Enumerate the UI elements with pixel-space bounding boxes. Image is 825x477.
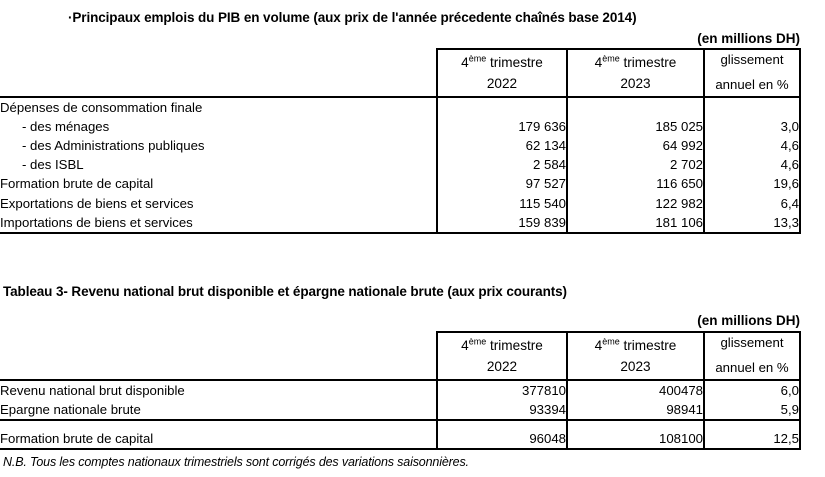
table1-header-glissement: [704, 49, 800, 97]
row-value-2022: 115 540: [437, 194, 567, 213]
row-value-2023: 181 106: [567, 213, 704, 233]
q4-2023-num: 4: [594, 54, 603, 70]
q4-2022-num: 4: [461, 54, 469, 70]
row-label: Importations de biens et services: [0, 213, 437, 233]
row-value-2023: 400478: [567, 380, 704, 400]
row-value-glissement: [704, 97, 800, 117]
row-value-2023: 185 025: [567, 117, 704, 136]
table2-header-q4-2022: [437, 332, 567, 380]
gap-label: [0, 420, 437, 429]
row-label: Epargne nationale brute: [0, 400, 437, 420]
table2-header-row: [0, 332, 800, 380]
q4-2022-year: 2022: [486, 358, 518, 374]
row-value-2022: 159 839: [437, 213, 567, 233]
row-value-2023: 108100: [567, 429, 704, 449]
gap-2023: [567, 420, 704, 429]
table1-unit-label: (en millions DH): [697, 31, 800, 46]
row-value-2023: [567, 97, 704, 117]
table2-title: Tableau 3- Revenu national brut disponible et épargne nationale brute (aux prix courants): [3, 284, 567, 299]
table2-header-glissement: [704, 332, 800, 380]
gap-glissement: [704, 420, 800, 429]
row-value-glissement: 5,9: [704, 400, 800, 420]
q4-2023-rest: trimestre: [619, 337, 677, 353]
table2-row: [0, 400, 800, 420]
row-value-2022: 2 584: [437, 155, 567, 174]
row-value-glissement: 6,0: [704, 380, 800, 400]
q4-2022-num: 4: [461, 337, 469, 353]
row-value-2023: 98941: [567, 400, 704, 420]
q4-2022-rest: trimestre: [486, 337, 543, 353]
row-value-glissement: 12,5: [704, 429, 800, 449]
table1-header-row: [0, 49, 800, 97]
table1-header-q4-2023: [567, 49, 704, 97]
glissement-line2: annuel en %: [715, 77, 789, 93]
row-value-2022: 62 134: [437, 136, 567, 155]
q4-2023-sup: ème: [602, 53, 620, 64]
q4-2023-rest: trimestre: [619, 54, 677, 70]
table1-row: [0, 97, 800, 117]
q4-2023-num: 4: [594, 337, 603, 353]
table2-row: [0, 380, 800, 400]
table1-row: [0, 194, 800, 213]
q4-2022-sup: ème: [468, 53, 487, 64]
row-label: Exportations de biens et services: [0, 195, 194, 211]
row-value-2023: 122 982: [567, 194, 704, 213]
q4-2022-rest: trimestre: [486, 54, 543, 70]
table2-wrapper: [0, 331, 800, 450]
table2-header-label: [0, 332, 437, 380]
row-value-2022: 96048: [437, 429, 567, 449]
q4-2023-year: 2023: [620, 358, 651, 374]
row-value-2023: 64 992: [567, 136, 704, 155]
q4-2023-sup: ème: [602, 336, 620, 347]
row-value-2022: 377810: [437, 380, 567, 400]
row-value-2022: 93394: [437, 400, 567, 420]
row-value-glissement: 6,4: [704, 194, 800, 213]
q4-2022-year: 2022: [486, 75, 518, 91]
row-value-glissement: 13,3: [704, 213, 800, 233]
table1-header-label: [0, 49, 437, 97]
footnote: N.B. Tous les comptes nationaux trimestriels sont corrigés des variations saisonnières.: [3, 455, 469, 469]
row-value-2022: [437, 97, 567, 117]
glissement-line1: glissement: [720, 52, 784, 67]
table1-row: [0, 174, 800, 193]
row-value-glissement: 19,6: [704, 174, 800, 193]
row-value-2023: 2 702: [567, 155, 704, 174]
row-value-glissement: 4,6: [704, 136, 800, 155]
table2-gap-row: [0, 420, 800, 429]
table1-row: [0, 136, 800, 155]
table2-unit-label: (en millions DH): [697, 313, 800, 328]
table1-header-q4-2022: [437, 49, 567, 97]
table2-row: [0, 429, 800, 449]
row-label: - des ISBL: [22, 157, 84, 173]
row-label: - des ménages: [22, 119, 110, 135]
row-label: Formation brute de capital: [0, 176, 154, 192]
table1-title: ·Principaux emplois du PIB en volume (aux prix de l'année précedente chaînés base 2014): [68, 10, 637, 25]
table1-row: [0, 155, 800, 174]
row-label: Revenu national brut disponible: [0, 380, 437, 400]
table1-row: [0, 213, 800, 233]
row-label: Formation brute de capital: [0, 429, 437, 449]
table1-wrapper: [0, 48, 800, 234]
q4-2023-year: 2023: [620, 75, 651, 91]
glissement-line2: annuel en %: [715, 360, 789, 376]
row-value-glissement: 4,6: [704, 155, 800, 174]
table2-header-q4-2023: [567, 332, 704, 380]
row-value-2022: 179 636: [437, 117, 567, 136]
glissement-line1: glissement: [720, 335, 784, 350]
row-value-2022: 97 527: [437, 174, 567, 193]
row-label: Dépenses de consommation finale: [0, 97, 437, 117]
gap-2022: [437, 420, 567, 429]
row-label: - des Administrations publiques: [22, 138, 205, 154]
q4-2022-sup: ème: [468, 336, 487, 347]
row-value-2023: 116 650: [567, 174, 704, 193]
table2: [0, 331, 801, 450]
row-value-glissement: 3,0: [704, 117, 800, 136]
table1: [0, 48, 801, 234]
table1-row: [0, 117, 800, 136]
